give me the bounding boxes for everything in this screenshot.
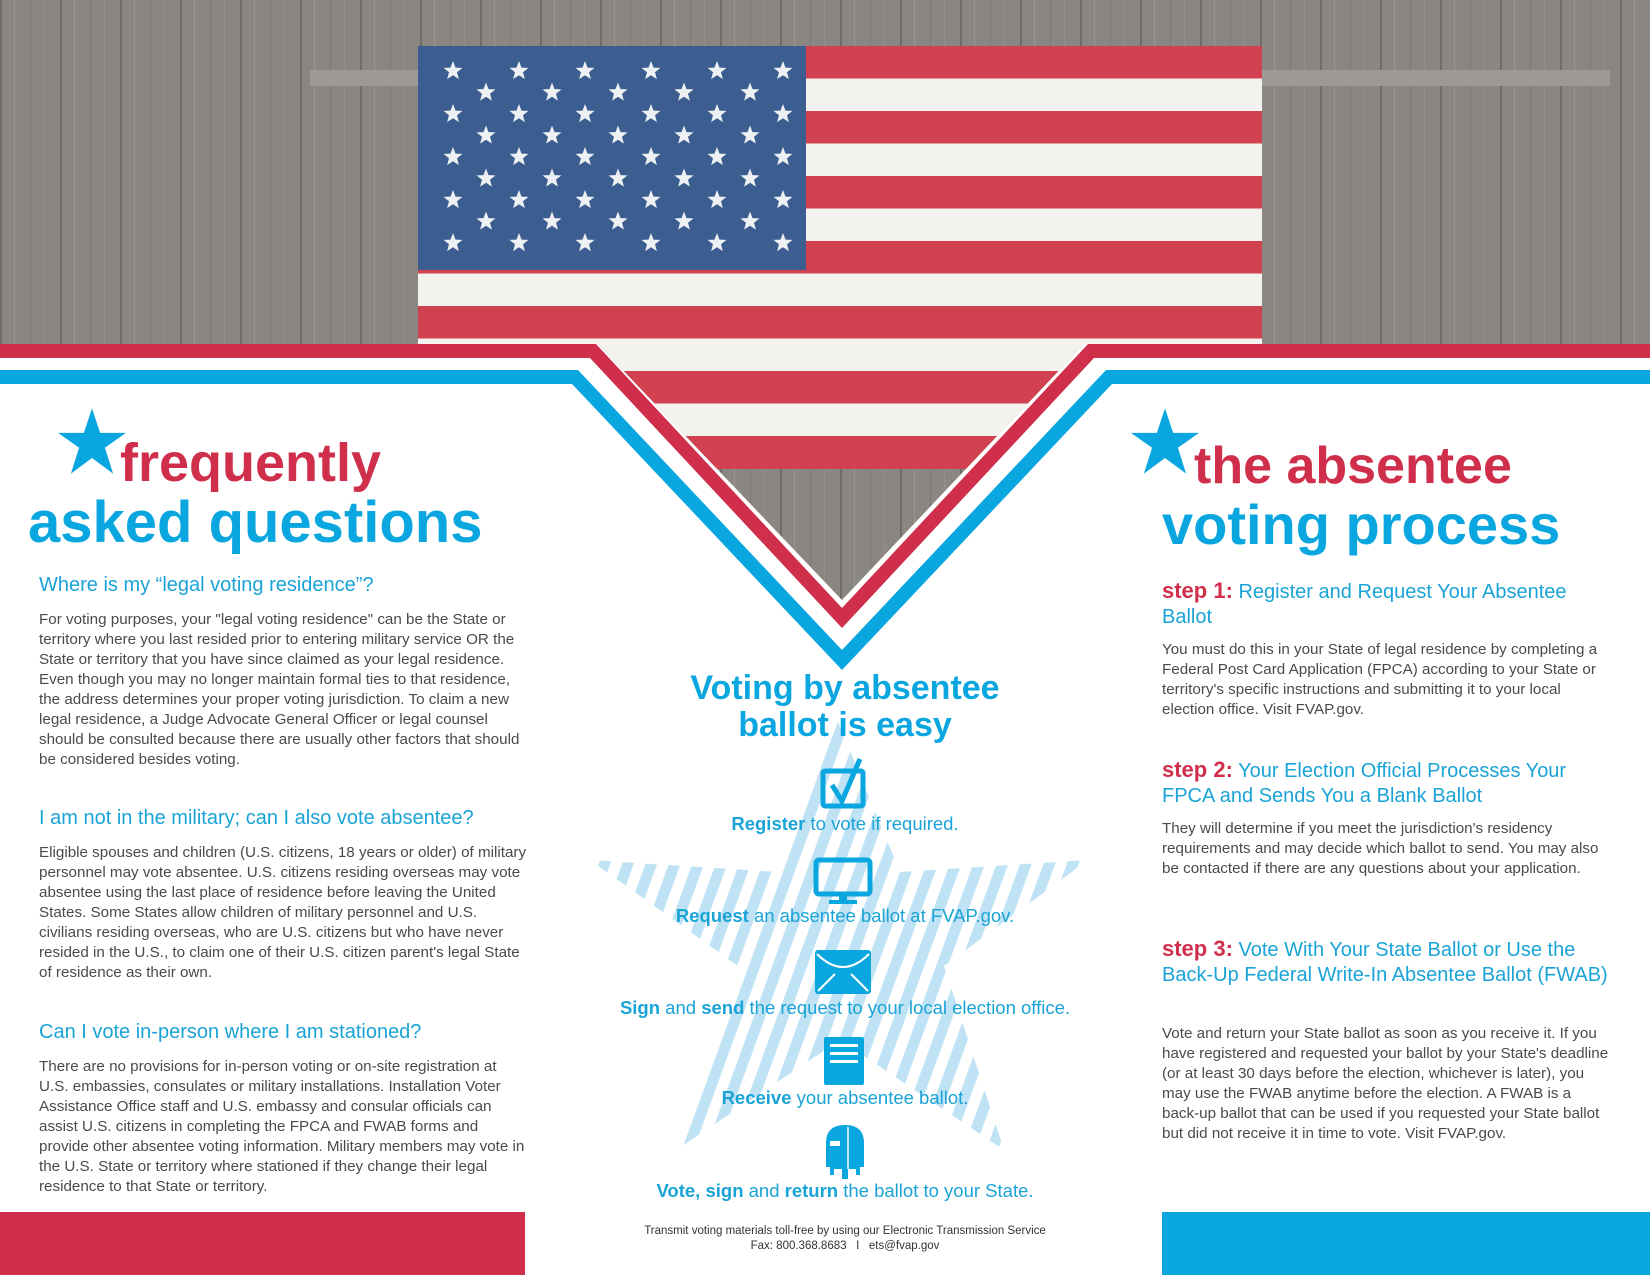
faq-question: Where is my “legal voting residence”? <box>39 574 374 596</box>
step-body-text: You must do this in your State of legal residence by completing a Federal Post Card Application (FPCA) according to your State or territory's specific instructions and submitting it to your local election office. Visit FVAP.gov. <box>1162 641 1598 718</box>
center-title-line2: ballot is easy <box>738 706 952 744</box>
step-text: and <box>743 1180 785 1201</box>
step-heading-text: Vote With Your State Ballot or Use the Back-Up Federal Write-In Absentee Ballot (FWAB) <box>1162 939 1608 986</box>
center-step-request <box>590 905 1100 927</box>
checkbox-icon <box>820 757 870 809</box>
step-text: to vote if required. <box>805 813 959 834</box>
step-text: the request to your local election office. <box>744 997 1071 1018</box>
center-step-receive <box>590 1087 1100 1109</box>
center-step-vote <box>590 1180 1100 1202</box>
process-step-body <box>1162 640 1612 720</box>
envelope-icon <box>815 950 871 994</box>
faq-question: Can I vote in-person where I am stationed? <box>39 1021 422 1043</box>
faq-answer-text: There are no provisions for in-person voting or on-site registration at U.S. embassies, consulates or military installations. Installation Voter Assistance Office staff and U.S. embassy and consular officials can assist U.S. citizens in completing the FPCA and FWAB forms and provide other absentee voting information. Military members may vote in the U.S. State or territory where stationed if they change their legal residence to that State or territory. <box>39 1058 525 1195</box>
center-title-line1: Voting by absentee <box>690 669 1000 707</box>
step-text: an absentee ballot at FVAP.gov. <box>748 905 1015 926</box>
step-body-text: Vote and return your State ballot as soon as you receive it. If you have registered and requested your ballot by your State's deadline (or at least 30 days before the election, whichever is later), you may use the FWAB anytime before the election. A FWAB is a back-up ballot that can be used if you requested your State ballot but did not receive it in time to vote. Visit FVAP.gov. <box>1162 1025 1609 1142</box>
footer-line1: Transmit voting materials toll-free by using our Electronic Transmission Service <box>644 1225 1046 1237</box>
step-label: step 2: <box>1162 757 1233 782</box>
step-text: your absentee ballot. <box>791 1087 969 1108</box>
step-bold: Vote, sign <box>656 1180 744 1201</box>
step-label: step 3: <box>1162 936 1233 961</box>
faq-answer-text: For voting purposes, your "legal voting residence" can be the State or territory where you last resided prior to entering military service OR the State or territory that you have since claimed as your legal residence. Even though you may no longer maintain formal ties to that residence, the address determines your proper voting jurisdiction. To claim a new legal residence, a Judge Advocate General Officer or legal counsel should be consulted because there are usually other factors that should be considered besides voting. <box>39 611 520 768</box>
process-title-line2: voting process <box>1162 493 1561 556</box>
process-title-line1: the absentee <box>1194 437 1512 495</box>
faq-title-line2: asked questions <box>28 490 483 555</box>
process-step-heading <box>1162 578 1622 630</box>
step-bold: send <box>701 997 745 1018</box>
flag-canton <box>418 46 806 270</box>
faq-answer <box>39 610 527 770</box>
footer-line2: Fax: 800.368.8683 I ets@fvap.gov <box>750 1240 940 1252</box>
star-icon <box>1131 408 1199 474</box>
faq-answer-text: Eligible spouses and children (U.S. citizens, 18 years or older) of military personnel may vote absentee. U.S. citizens residing overseas may vote absentee using the last place of residence before leaving the United States. Some States allow children of military personnel and U.S. civilians residing overseas, who are U.S. citizens but who have never resided in the U.S., to claim one of their U.S. citizen parent's legal State of residence as their own. <box>39 844 527 981</box>
step-heading-text: Register and Request Your Absentee Ballot <box>1162 581 1567 628</box>
flag-stripe <box>418 306 1262 339</box>
step-bold: return <box>784 1180 839 1201</box>
ballot-document-icon <box>824 1037 864 1085</box>
faq-answer <box>39 843 527 983</box>
step-text: the ballot to your State. <box>838 1180 1034 1201</box>
step-bold: Request <box>675 905 749 926</box>
center-step-register <box>590 813 1100 835</box>
step-heading-text: Your Election Official Processes Your FPCA and Sends You a Blank Ballot <box>1162 760 1567 807</box>
step-label: step 1: <box>1162 578 1233 603</box>
process-step-body <box>1162 819 1612 879</box>
faq-question: I am not in the military; can I also vote absentee? <box>39 807 474 829</box>
ets-footer-note <box>590 1224 1100 1254</box>
step-bold: Receive <box>721 1087 792 1108</box>
step-text: and <box>660 997 702 1018</box>
center-title <box>620 670 1070 744</box>
center-step-sign-send <box>590 997 1100 1019</box>
process-step-body <box>1162 1024 1612 1144</box>
faq-answer <box>39 1057 527 1197</box>
faq-title-line1: frequently <box>120 433 382 493</box>
step-body-text: They will determine if you meet the jurisdiction's residency requirements and may decide which ballot to send. You may also be contacted if there are any questions about your application. <box>1162 820 1599 877</box>
computer-monitor-icon <box>813 857 873 905</box>
flag-stripe <box>418 274 1262 307</box>
step-bold: Register <box>731 813 806 834</box>
bottom-red-bar <box>0 1212 525 1275</box>
bottom-blue-bar <box>1162 1212 1650 1275</box>
star-icon <box>58 408 126 474</box>
step-bold: Sign <box>619 997 661 1018</box>
process-step-heading <box>1162 757 1622 809</box>
mailbox-icon <box>824 1123 866 1179</box>
process-step-heading <box>1162 936 1622 988</box>
